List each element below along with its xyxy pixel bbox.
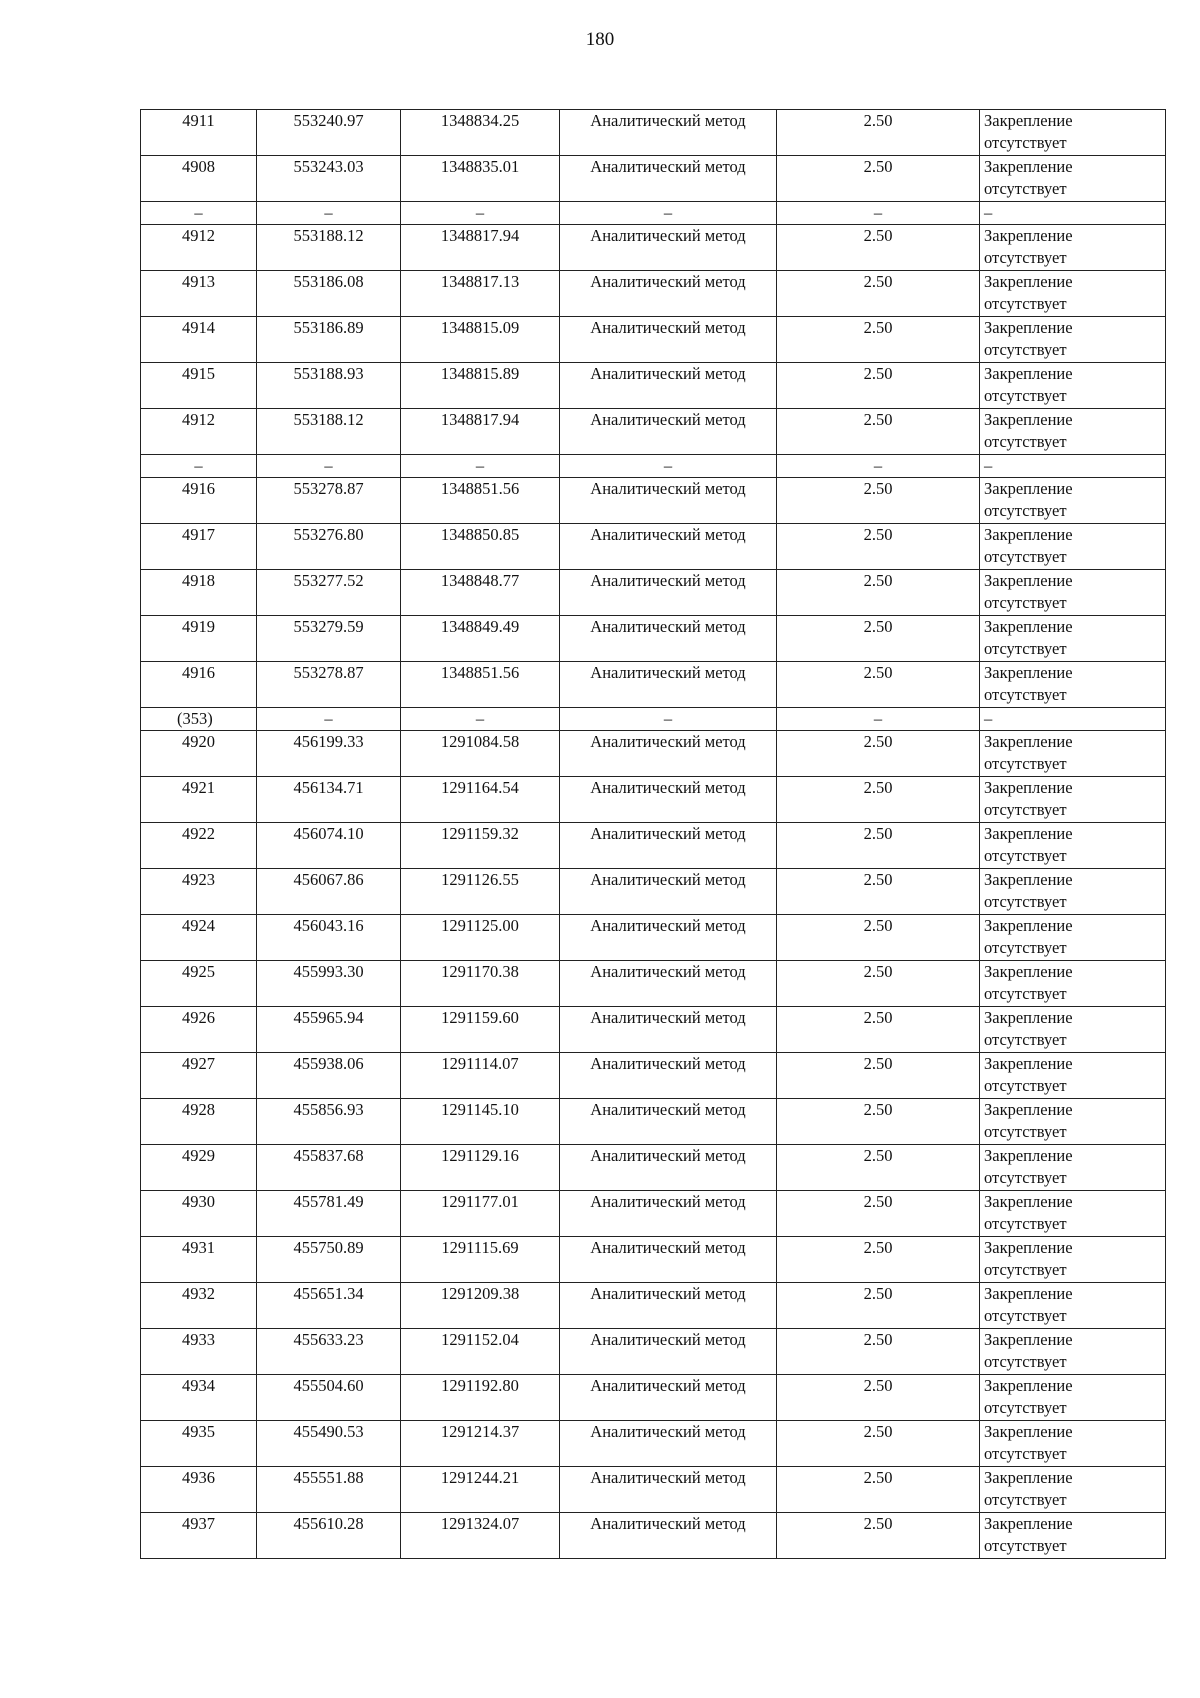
fixation-line: Закрепление	[984, 1376, 1073, 1395]
fixation-cell	[980, 1053, 1166, 1099]
point-number-cell: 4915	[141, 363, 257, 409]
accuracy-cell: 2.50	[777, 1283, 980, 1329]
point-number-cell: 4916	[141, 478, 257, 524]
accuracy-cell: 2.50	[777, 156, 980, 202]
point-number-cell: 4912	[141, 225, 257, 271]
x-coordinate-cell: 455993.30	[257, 961, 401, 1007]
method-cell: –	[560, 202, 777, 225]
fixation-cell	[980, 731, 1166, 777]
fixation-cell	[980, 1145, 1166, 1191]
accuracy-cell: 2.50	[777, 1467, 980, 1513]
accuracy-cell: 2.50	[777, 271, 980, 317]
method-cell: Аналитический метод	[560, 731, 777, 777]
method-cell: Аналитический метод	[560, 156, 777, 202]
fixation-line: отсутствует	[984, 1306, 1067, 1325]
x-coordinate-cell: –	[257, 708, 401, 731]
table-row	[141, 1191, 1166, 1237]
x-coordinate-cell: 553186.08	[257, 271, 401, 317]
method-cell: Аналитический метод	[560, 317, 777, 363]
y-coordinate-cell: 1348851.56	[401, 478, 560, 524]
point-number-cell: 4924	[141, 915, 257, 961]
fixation-cell	[980, 478, 1166, 524]
point-number-cell: 4936	[141, 1467, 257, 1513]
y-coordinate-cell: 1291125.00	[401, 915, 560, 961]
x-coordinate-cell: 455610.28	[257, 1513, 401, 1559]
y-coordinate-cell: 1348835.01	[401, 156, 560, 202]
x-coordinate-cell: 455490.53	[257, 1421, 401, 1467]
fixation-line: отсутствует	[984, 938, 1067, 957]
fixation-cell	[980, 915, 1166, 961]
x-coordinate-cell: 456067.86	[257, 869, 401, 915]
accuracy-cell: 2.50	[777, 1145, 980, 1191]
table-row	[141, 110, 1166, 156]
method-cell: Аналитический метод	[560, 1145, 777, 1191]
y-coordinate-cell: 1291164.54	[401, 777, 560, 823]
fixation-line: Закрепление	[984, 778, 1073, 797]
accuracy-cell: 2.50	[777, 869, 980, 915]
table-row	[141, 1421, 1166, 1467]
point-number-cell: 4937	[141, 1513, 257, 1559]
fixation-line: Закрепление	[984, 1238, 1073, 1257]
fixation-line: Закрепление	[984, 1146, 1073, 1165]
fixation-line: отсутствует	[984, 984, 1067, 1003]
method-cell: Аналитический метод	[560, 915, 777, 961]
x-coordinate-cell: 553188.12	[257, 409, 401, 455]
x-coordinate-cell: 553243.03	[257, 156, 401, 202]
fixation-line: отсутствует	[984, 340, 1067, 359]
y-coordinate-cell: 1291192.80	[401, 1375, 560, 1421]
fixation-line: Закрепление	[984, 1100, 1073, 1119]
y-coordinate-cell: 1348817.94	[401, 409, 560, 455]
method-cell: Аналитический метод	[560, 1421, 777, 1467]
accuracy-cell: 2.50	[777, 662, 980, 708]
fixation-line: Закрепление	[984, 732, 1073, 751]
fixation-line: Закрепление	[984, 157, 1073, 176]
method-cell: Аналитический метод	[560, 1513, 777, 1559]
y-coordinate-cell: 1348850.85	[401, 524, 560, 570]
point-number-cell: 4917	[141, 524, 257, 570]
x-coordinate-cell: 455551.88	[257, 1467, 401, 1513]
y-coordinate-cell: –	[401, 202, 560, 225]
accuracy-cell: 2.50	[777, 363, 980, 409]
accuracy-cell: 2.50	[777, 1421, 980, 1467]
fixation-cell	[980, 110, 1166, 156]
table-row	[141, 156, 1166, 202]
fixation-line: Закрепление	[984, 479, 1073, 498]
fixation-cell	[980, 317, 1166, 363]
accuracy-cell: 2.50	[777, 823, 980, 869]
accuracy-cell: 2.50	[777, 1513, 980, 1559]
table-row	[141, 1329, 1166, 1375]
method-cell: –	[560, 708, 777, 731]
y-coordinate-cell: 1348815.89	[401, 363, 560, 409]
accuracy-cell: 2.50	[777, 570, 980, 616]
fixation-line: Закрепление	[984, 111, 1073, 130]
fixation-line: отсутствует	[984, 1122, 1067, 1141]
accuracy-cell: 2.50	[777, 1375, 980, 1421]
y-coordinate-cell: 1291324.07	[401, 1513, 560, 1559]
method-cell: Аналитический метод	[560, 409, 777, 455]
fixation-cell	[980, 662, 1166, 708]
y-coordinate-cell: 1348815.09	[401, 317, 560, 363]
y-coordinate-cell: 1348848.77	[401, 570, 560, 616]
method-cell: Аналитический метод	[560, 478, 777, 524]
point-number-cell: 4913	[141, 271, 257, 317]
fixation-cell	[980, 156, 1166, 202]
fixation-line: –	[984, 456, 993, 475]
accuracy-cell: 2.50	[777, 731, 980, 777]
method-cell: Аналитический метод	[560, 1099, 777, 1145]
fixation-cell	[980, 455, 1166, 478]
table-row	[141, 1283, 1166, 1329]
table-row	[141, 915, 1166, 961]
accuracy-cell: 2.50	[777, 1053, 980, 1099]
fixation-line: отсутствует	[984, 1076, 1067, 1095]
point-number-cell: –	[141, 455, 257, 478]
coordinates-table-body	[141, 110, 1166, 1559]
fixation-line: отсутствует	[984, 386, 1067, 405]
point-number-cell: 4921	[141, 777, 257, 823]
point-number-cell: 4923	[141, 869, 257, 915]
method-cell: Аналитический метод	[560, 225, 777, 271]
fixation-cell	[980, 1283, 1166, 1329]
point-number-cell: 4925	[141, 961, 257, 1007]
point-number-cell: 4927	[141, 1053, 257, 1099]
accuracy-cell: 2.50	[777, 1099, 980, 1145]
fixation-line: Закрепление	[984, 663, 1073, 682]
x-coordinate-cell: 455938.06	[257, 1053, 401, 1099]
method-cell: Аналитический метод	[560, 110, 777, 156]
x-coordinate-cell: 553276.80	[257, 524, 401, 570]
fixation-line: Закрепление	[984, 1422, 1073, 1441]
fixation-cell	[980, 1329, 1166, 1375]
x-coordinate-cell: 553279.59	[257, 616, 401, 662]
fixation-line: отсутствует	[984, 1168, 1067, 1187]
method-cell: Аналитический метод	[560, 363, 777, 409]
accuracy-cell: 2.50	[777, 110, 980, 156]
fixation-line: отсутствует	[984, 501, 1067, 520]
point-number-cell: 4929	[141, 1145, 257, 1191]
fixation-line: Закрепление	[984, 617, 1073, 636]
y-coordinate-cell: 1348817.94	[401, 225, 560, 271]
accuracy-cell: 2.50	[777, 1329, 980, 1375]
point-number-cell: 4932	[141, 1283, 257, 1329]
accuracy-cell: –	[777, 202, 980, 225]
table-row	[141, 777, 1166, 823]
y-coordinate-cell: 1291159.60	[401, 1007, 560, 1053]
y-coordinate-cell: 1291170.38	[401, 961, 560, 1007]
fixation-line: отсутствует	[984, 1536, 1067, 1555]
x-coordinate-cell: 455837.68	[257, 1145, 401, 1191]
fixation-line: Закрепление	[984, 571, 1073, 590]
point-number-cell: 4919	[141, 616, 257, 662]
fixation-line: Закрепление	[984, 318, 1073, 337]
fixation-cell	[980, 1375, 1166, 1421]
fixation-line: отсутствует	[984, 179, 1067, 198]
method-cell: Аналитический метод	[560, 524, 777, 570]
table-row	[141, 524, 1166, 570]
table-row	[141, 662, 1166, 708]
separator-row	[141, 202, 1166, 225]
fixation-cell	[980, 1191, 1166, 1237]
point-number-cell: 4930	[141, 1191, 257, 1237]
fixation-line: отсутствует	[984, 432, 1067, 451]
point-number-cell: 4916	[141, 662, 257, 708]
x-coordinate-cell: 553278.87	[257, 478, 401, 524]
accuracy-cell: 2.50	[777, 1007, 980, 1053]
y-coordinate-cell: 1291177.01	[401, 1191, 560, 1237]
fixation-line: Закрепление	[984, 1330, 1073, 1349]
fixation-cell	[980, 823, 1166, 869]
fixation-cell	[980, 409, 1166, 455]
accuracy-cell: 2.50	[777, 317, 980, 363]
fixation-cell	[980, 708, 1166, 731]
accuracy-cell: 2.50	[777, 478, 980, 524]
point-number-cell: 4928	[141, 1099, 257, 1145]
method-cell: Аналитический метод	[560, 662, 777, 708]
x-coordinate-cell: 455633.23	[257, 1329, 401, 1375]
fixation-line: отсутствует	[984, 133, 1067, 152]
fixation-line: отсутствует	[984, 1490, 1067, 1509]
fixation-line: Закрепление	[984, 824, 1073, 843]
point-number-cell: 4931	[141, 1237, 257, 1283]
y-coordinate-cell: 1348851.56	[401, 662, 560, 708]
fixation-cell	[980, 524, 1166, 570]
accuracy-cell: 2.50	[777, 225, 980, 271]
table-row	[141, 823, 1166, 869]
x-coordinate-cell: 553240.97	[257, 110, 401, 156]
point-number-cell: 4926	[141, 1007, 257, 1053]
fixation-line: Закрепление	[984, 1008, 1073, 1027]
table-row	[141, 1099, 1166, 1145]
fixation-line: отсутствует	[984, 593, 1067, 612]
fixation-cell	[980, 1237, 1166, 1283]
table-row	[141, 1053, 1166, 1099]
table-row	[141, 225, 1166, 271]
y-coordinate-cell: 1348834.25	[401, 110, 560, 156]
fixation-cell	[980, 777, 1166, 823]
y-coordinate-cell: 1291145.10	[401, 1099, 560, 1145]
table-row	[141, 1237, 1166, 1283]
point-number-cell: 4920	[141, 731, 257, 777]
fixation-cell	[980, 961, 1166, 1007]
fixation-cell	[980, 869, 1166, 915]
method-cell: Аналитический метод	[560, 823, 777, 869]
method-cell: Аналитический метод	[560, 1007, 777, 1053]
x-coordinate-cell: –	[257, 455, 401, 478]
fixation-line: Закрепление	[984, 1192, 1073, 1211]
fixation-cell	[980, 1007, 1166, 1053]
x-coordinate-cell: 553186.89	[257, 317, 401, 363]
x-coordinate-cell: 455504.60	[257, 1375, 401, 1421]
fixation-cell	[980, 1421, 1166, 1467]
point-number-cell: 4912	[141, 409, 257, 455]
table-row	[141, 1007, 1166, 1053]
fixation-line: отсутствует	[984, 1214, 1067, 1233]
point-number-cell: 4922	[141, 823, 257, 869]
y-coordinate-cell: –	[401, 708, 560, 731]
y-coordinate-cell: 1291126.55	[401, 869, 560, 915]
x-coordinate-cell: 455750.89	[257, 1237, 401, 1283]
fixation-line: Закрепление	[984, 1514, 1073, 1533]
method-cell: Аналитический метод	[560, 869, 777, 915]
fixation-cell	[980, 570, 1166, 616]
fixation-line: отсутствует	[984, 1030, 1067, 1049]
method-cell: –	[560, 455, 777, 478]
table-row	[141, 1375, 1166, 1421]
point-number-cell: 4911	[141, 110, 257, 156]
y-coordinate-cell: 1291214.37	[401, 1421, 560, 1467]
fixation-cell	[980, 1513, 1166, 1559]
fixation-line: Закрепление	[984, 226, 1073, 245]
table-row	[141, 409, 1166, 455]
fixation-cell	[980, 616, 1166, 662]
x-coordinate-cell: 553278.87	[257, 662, 401, 708]
y-coordinate-cell: 1291084.58	[401, 731, 560, 777]
point-number-cell: 4933	[141, 1329, 257, 1375]
y-coordinate-cell: –	[401, 455, 560, 478]
method-cell: Аналитический метод	[560, 1329, 777, 1375]
point-number-cell: 4914	[141, 317, 257, 363]
y-coordinate-cell: 1348817.13	[401, 271, 560, 317]
y-coordinate-cell: 1348849.49	[401, 616, 560, 662]
accuracy-cell: –	[777, 708, 980, 731]
accuracy-cell: 2.50	[777, 1237, 980, 1283]
method-cell: Аналитический метод	[560, 1467, 777, 1513]
fixation-line: отсутствует	[984, 754, 1067, 773]
fixation-line: Закрепление	[984, 870, 1073, 889]
y-coordinate-cell: 1291114.07	[401, 1053, 560, 1099]
y-coordinate-cell: 1291209.38	[401, 1283, 560, 1329]
method-cell: Аналитический метод	[560, 961, 777, 1007]
coordinates-table	[140, 109, 1166, 1559]
method-cell: Аналитический метод	[560, 271, 777, 317]
point-number-cell: 4934	[141, 1375, 257, 1421]
accuracy-cell: 2.50	[777, 616, 980, 662]
x-coordinate-cell: –	[257, 202, 401, 225]
fixation-cell	[980, 1467, 1166, 1513]
fixation-cell	[980, 202, 1166, 225]
method-cell: Аналитический метод	[560, 1375, 777, 1421]
x-coordinate-cell: 456074.10	[257, 823, 401, 869]
accuracy-cell: 2.50	[777, 1191, 980, 1237]
fixation-line: Закрепление	[984, 525, 1073, 544]
method-cell: Аналитический метод	[560, 1053, 777, 1099]
x-coordinate-cell: 455965.94	[257, 1007, 401, 1053]
point-number-cell: –	[141, 202, 257, 225]
method-cell: Аналитический метод	[560, 1191, 777, 1237]
table-row	[141, 869, 1166, 915]
fixation-cell	[980, 1099, 1166, 1145]
separator-row	[141, 708, 1166, 731]
fixation-line: отсутствует	[984, 1352, 1067, 1371]
table-row	[141, 731, 1166, 777]
fixation-cell	[980, 225, 1166, 271]
x-coordinate-cell: 456134.71	[257, 777, 401, 823]
fixation-line: отсутствует	[984, 294, 1067, 313]
fixation-line: отсутствует	[984, 685, 1067, 704]
table-row	[141, 616, 1166, 662]
accuracy-cell: 2.50	[777, 524, 980, 570]
fixation-line: отсутствует	[984, 547, 1067, 566]
fixation-cell	[980, 363, 1166, 409]
fixation-line: отсутствует	[984, 1398, 1067, 1417]
x-coordinate-cell: 553188.93	[257, 363, 401, 409]
fixation-line: Закрепление	[984, 364, 1073, 383]
accuracy-cell: 2.50	[777, 409, 980, 455]
x-coordinate-cell: 456043.16	[257, 915, 401, 961]
y-coordinate-cell: 1291244.21	[401, 1467, 560, 1513]
point-number-cell: (353)	[141, 708, 257, 731]
method-cell: Аналитический метод	[560, 1237, 777, 1283]
table-row	[141, 1145, 1166, 1191]
x-coordinate-cell: 553277.52	[257, 570, 401, 616]
x-coordinate-cell: 455781.49	[257, 1191, 401, 1237]
fixation-line: Закрепление	[984, 272, 1073, 291]
table-row	[141, 961, 1166, 1007]
fixation-line: отсутствует	[984, 846, 1067, 865]
fixation-line: отсутствует	[984, 892, 1067, 911]
point-number-cell: 4935	[141, 1421, 257, 1467]
separator-row	[141, 455, 1166, 478]
fixation-cell	[980, 271, 1166, 317]
fixation-line: –	[984, 203, 993, 222]
fixation-line: Закрепление	[984, 916, 1073, 935]
fixation-line: Закрепление	[984, 1054, 1073, 1073]
table-row	[141, 271, 1166, 317]
x-coordinate-cell: 553188.12	[257, 225, 401, 271]
y-coordinate-cell: 1291115.69	[401, 1237, 560, 1283]
method-cell: Аналитический метод	[560, 616, 777, 662]
point-number-cell: 4918	[141, 570, 257, 616]
table-row	[141, 1467, 1166, 1513]
x-coordinate-cell: 456199.33	[257, 731, 401, 777]
fixation-line: –	[984, 709, 993, 728]
table-row	[141, 570, 1166, 616]
y-coordinate-cell: 1291152.04	[401, 1329, 560, 1375]
fixation-line: отсутствует	[984, 639, 1067, 658]
page-number: 180	[585, 29, 615, 50]
fixation-line: отсутствует	[984, 248, 1067, 267]
fixation-line: отсутствует	[984, 800, 1067, 819]
accuracy-cell: –	[777, 455, 980, 478]
accuracy-cell: 2.50	[777, 777, 980, 823]
x-coordinate-cell: 455856.93	[257, 1099, 401, 1145]
table-row	[141, 317, 1166, 363]
accuracy-cell: 2.50	[777, 961, 980, 1007]
fixation-line: Закрепление	[984, 1468, 1073, 1487]
accuracy-cell: 2.50	[777, 915, 980, 961]
fixation-line: Закрепление	[984, 962, 1073, 981]
table-row	[141, 363, 1166, 409]
method-cell: Аналитический метод	[560, 777, 777, 823]
table-row	[141, 478, 1166, 524]
point-number-cell: 4908	[141, 156, 257, 202]
method-cell: Аналитический метод	[560, 570, 777, 616]
x-coordinate-cell: 455651.34	[257, 1283, 401, 1329]
fixation-line: отсутствует	[984, 1260, 1067, 1279]
fixation-line: отсутствует	[984, 1444, 1067, 1463]
fixation-line: Закрепление	[984, 410, 1073, 429]
y-coordinate-cell: 1291129.16	[401, 1145, 560, 1191]
y-coordinate-cell: 1291159.32	[401, 823, 560, 869]
fixation-line: Закрепление	[984, 1284, 1073, 1303]
table-row	[141, 1513, 1166, 1559]
method-cell: Аналитический метод	[560, 1283, 777, 1329]
